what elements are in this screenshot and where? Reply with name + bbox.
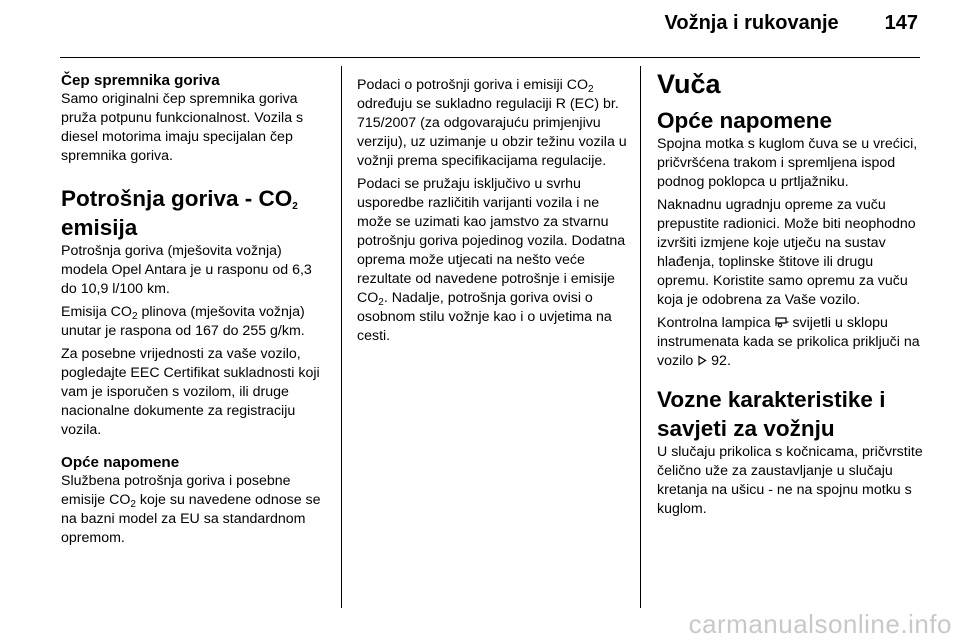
column-2 (357, 76, 627, 350)
watermark: carmanualsonline.info (688, 609, 952, 639)
page-header (665, 12, 919, 35)
paragraph-vrijednosti: Za posebne vrijednosti za vaše vozilo, pogledajte EEC Certifikat sukladnosti koji vam je isporučen s vozilom, ili druge nacionalne dokumente za registraciju vozila. (61, 346, 320, 438)
triangle-arrow-icon (697, 353, 707, 364)
page-number: 147 (884, 12, 918, 34)
trailer-indicator-icon (775, 315, 789, 326)
paragraph-emisija: Emisija $CO_2$ plinova (mješovita vožnja) unutar je raspona od 167 do 255 g/km. (61, 304, 305, 339)
column-divider-2 (640, 66, 641, 608)
column-1 (61, 72, 328, 552)
paragraph-potrosnja: Potrošnja goriva (mješovita vožnja) modela Opel Antara je u rasponu od 6,3 do 10,9 l/100 km. (61, 243, 312, 297)
heading-opce-napomene-2: Opće napomene (657, 108, 833, 133)
paragraph-podaci-usporedba: Podaci se pružaju isključivo u svrhu usporedbe različitih varijanti vozila i ne može se uzimati kao jamstvo za stvarnu potrošnju goriva pojedinog vozila. Dodatna oprema može utjecati na nešto veće rezultate od navedene potrošnje i emisije $CO_2$. Nadalje, potrošnja goriva ovisi o osobnom stilu vožnje kao i o uvjetima na cesti. (357, 176, 626, 344)
paragraph-cep: Samo originalni čep spremnika goriva pruža potpunu funkcionalnost. Vozila s diesel motorima imaju specijalan čep spremnika goriva. (61, 91, 304, 164)
paragraph-prikolica-kocnice: U slučaju prikolica s kočnicama, pričvrstite čelično uže za zaustavljanje u slučaju kretanja na ušicu - ne na spojnu motku s kuglom. (657, 444, 923, 517)
header-title: Vožnja i rukovanje (664, 12, 839, 34)
heading-opce-napomene-1: Opće napomene (61, 454, 180, 471)
header-divider (60, 57, 920, 58)
heading-cep-spremnika: Čep spremnika goriva (61, 72, 220, 89)
column-3 (657, 68, 925, 523)
paragraph-podaci-regulacija: Podaci o potrošnji goriva i emisiji $CO_2$ određuju se sukladno regulaciji R (EC) br. 715/2007 (za odgovarajuću primjenjivu verziju), uz uzimanje u obzir težinu vozila u vožnji prema specifikacijama regulacije. (357, 77, 627, 169)
paragraph-sluzbena: Službena potrošnja goriva i posebne emisije $CO_2$ koje su navedene odnose se na bazni model za EU sa standardnom opremom. (61, 473, 321, 546)
paragraph-spojna-motka: Spojna motka s kuglom čuva se u vrećici, pričvršćena trakom i spremljena ispod podnog poklopca u prtljažniku. (657, 136, 918, 190)
heading-potrosnja-goriva: Potrošnja goriva - $CO_2$ emisija (61, 186, 298, 240)
column-divider-1 (341, 66, 342, 608)
heading-vuca: Vuča (657, 69, 721, 99)
paragraph-kontrolna-lampica: Kontrolna lampica svijetli u sklopu instrumenata kada se prikolica priključi na vozilo 92. (657, 315, 920, 369)
heading-vozne-karakteristike: Vozne karakteristike i savjeti za vožnju (657, 387, 886, 441)
paragraph-naknadnu-ugradnju: Naknadnu ugradnju opreme za vuču prepustite radionici. Može biti neophodno izvršiti izmjene koje utječu na sustav hlađenja, toplinske štitove ili drugu opremu. Koristite samo opremu za vuču koja je odobrena za Vaše vozilo. (657, 197, 916, 308)
